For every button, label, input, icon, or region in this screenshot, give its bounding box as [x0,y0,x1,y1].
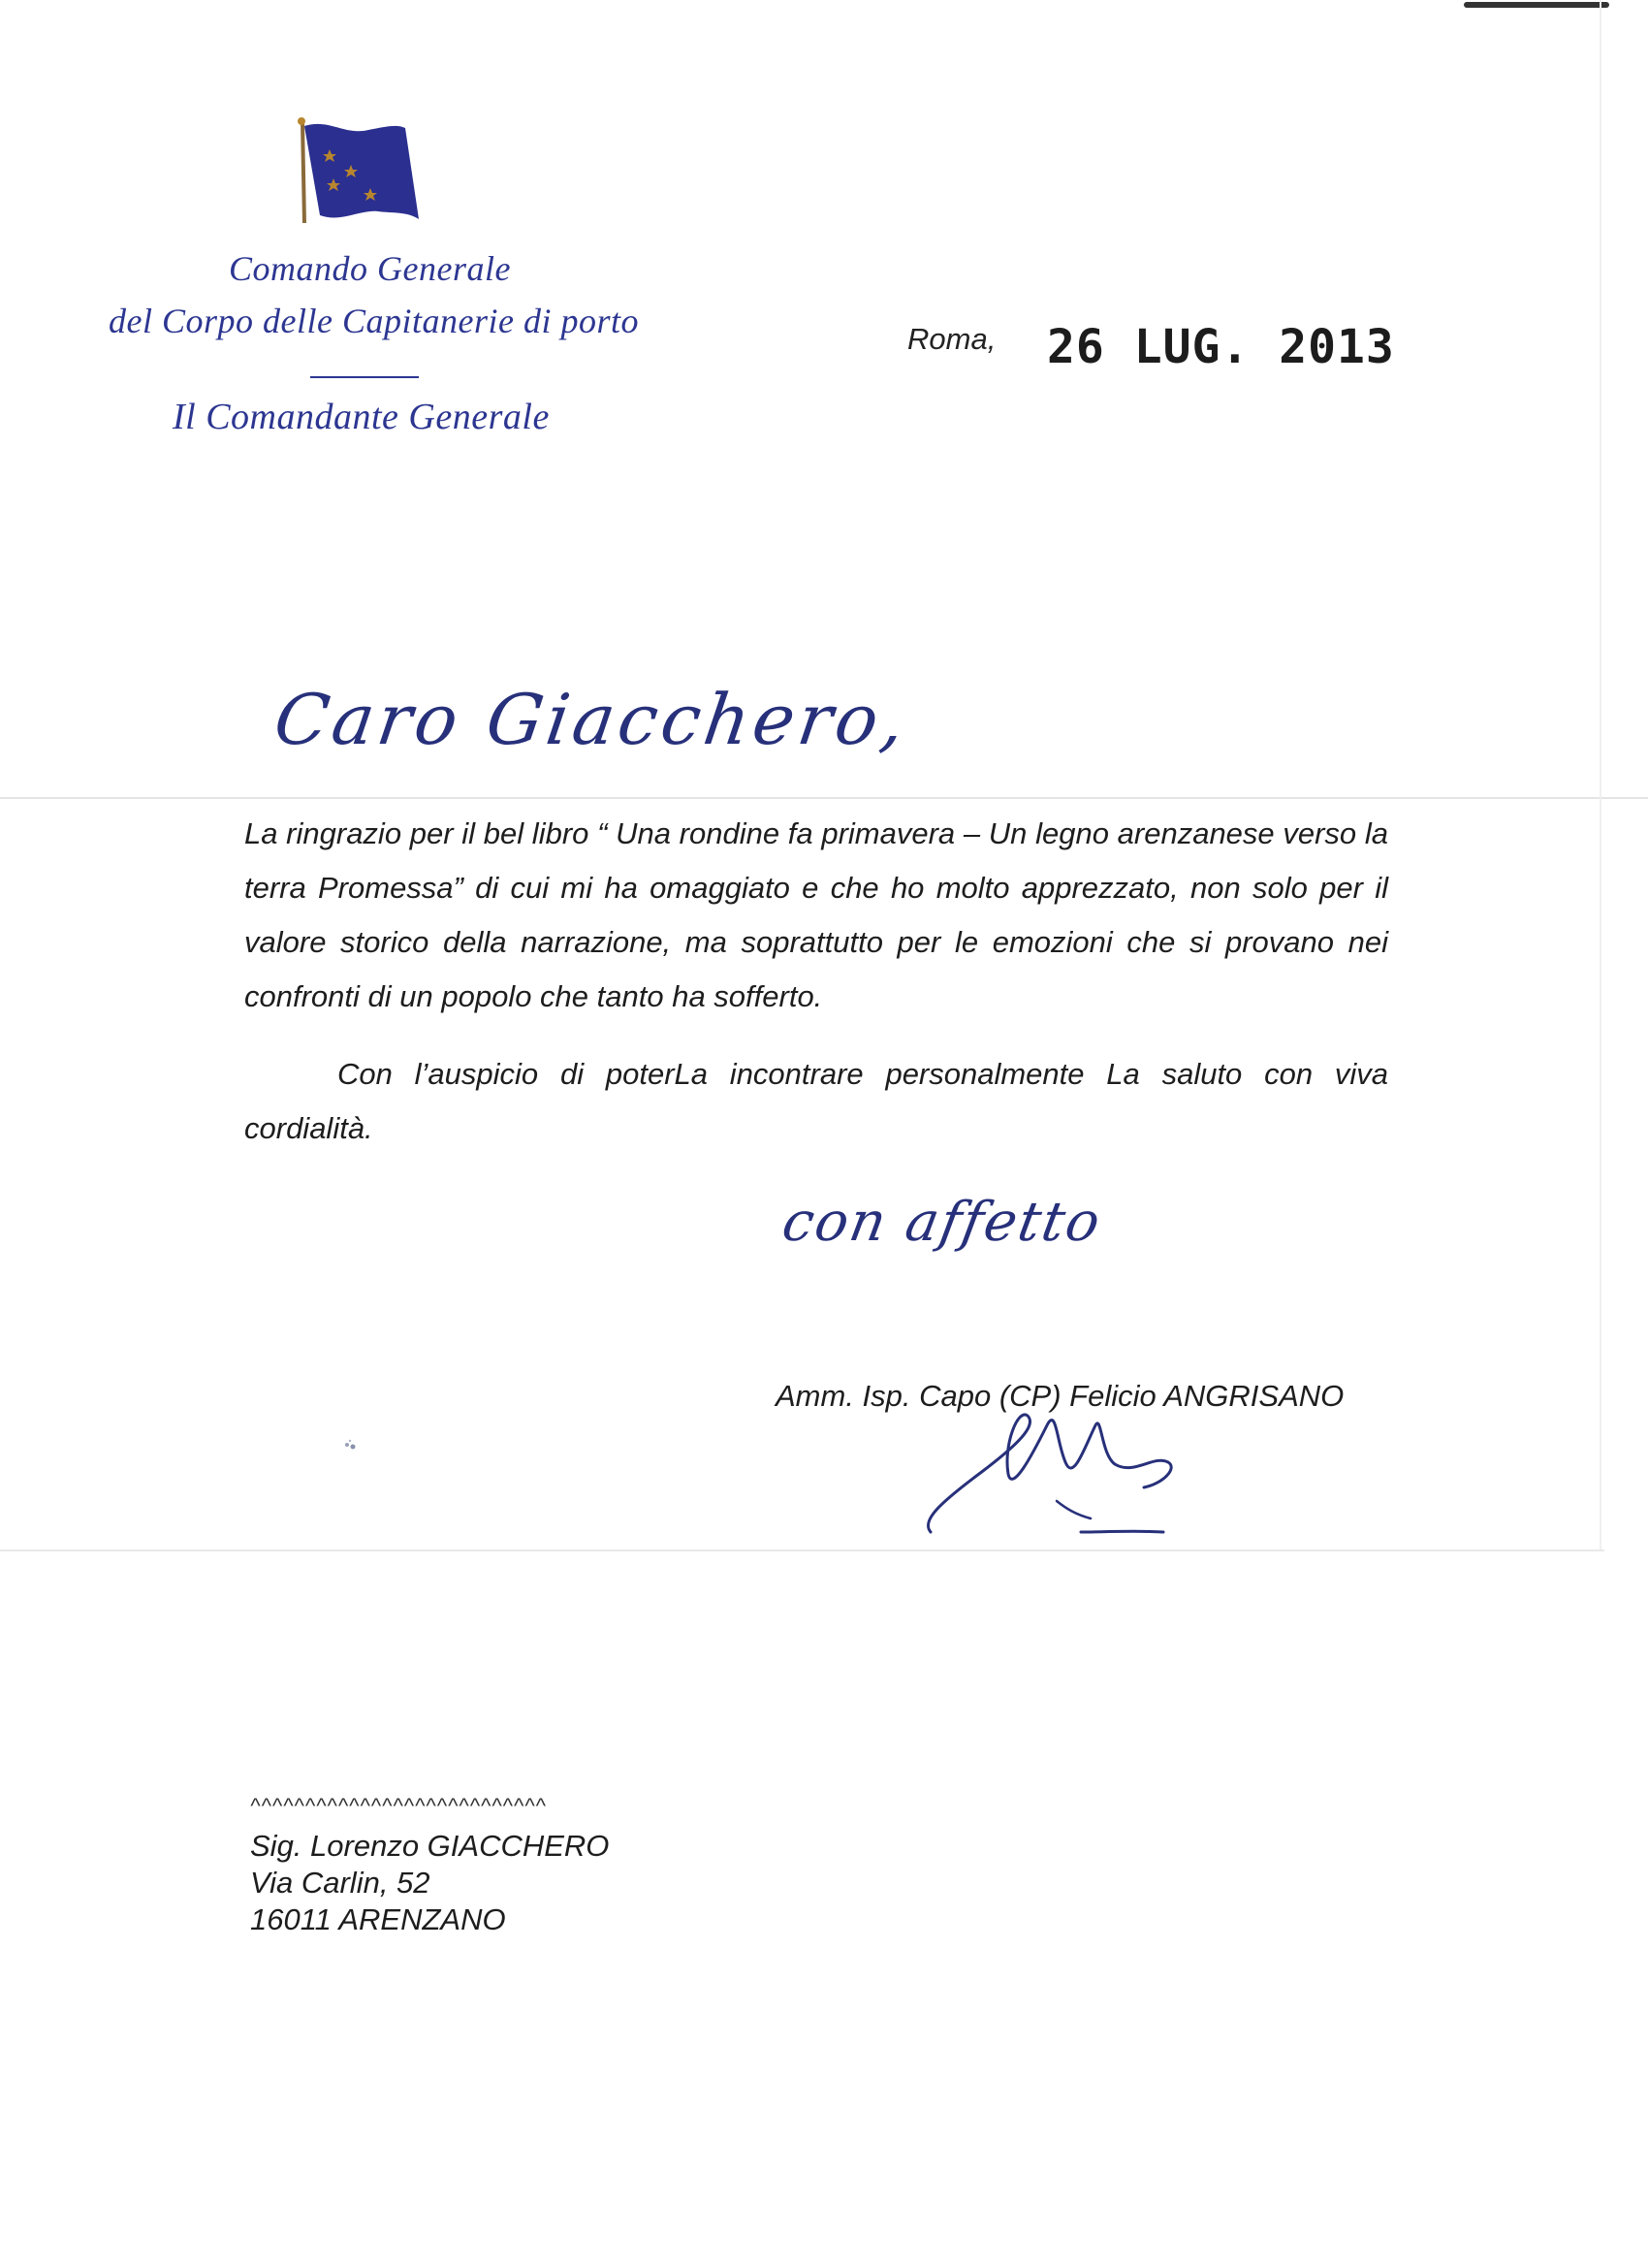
letterhead-divider [310,376,419,378]
signature-icon [911,1387,1221,1551]
scan-mark [1464,2,1609,8]
handwritten-salutation: Caro Giacchero, [269,679,914,760]
letterhead-line-1: Comando Generale [229,249,511,288]
letterhead-line-3: Il Comandante Generale [173,397,550,437]
scan-edge [1600,0,1601,1551]
handwritten-closing: con affetto [777,1191,1107,1254]
scan-edge-bottom [0,1549,1604,1551]
date-place: Roma, [907,322,997,356]
fold-line [0,797,1648,799]
signatory-name: Amm. Isp. Capo (CP) Felicio ANGRISANO [776,1379,1345,1413]
date-stamp: 26 LUG. 2013 [1047,320,1395,374]
flag-icon [291,114,427,231]
body-paragraph-1: La ringrazio per il bel libro “ Una rondine fa primavera – Un legno arenzanese verso la terra Promessa” di cui mi ha omaggiato e che ho molto apprezzato, non solo per il valore storico della narrazione, ma soprattutto per le emozioni che si provano nei confronti di un popolo che tanto ha sofferto. [244,816,1388,1013]
address-city: 16011 ARENZANO [250,1902,506,1936]
address-separator: ^^^^^^^^^^^^^^^^^^^^^^^^^^^ [250,1794,547,1818]
body-paragraph-2: Con l’auspicio di poterLa incontrare personalmente La saluto con viva cordialità. [244,1057,1388,1145]
letterhead-line-2: del Corpo delle Capitanerie di porto [109,302,639,340]
ink-smudge [341,1437,361,1454]
address-recipient: Sig. Lorenzo GIACCHERO [250,1829,610,1863]
address-street: Via Carlin, 52 [250,1866,430,1900]
